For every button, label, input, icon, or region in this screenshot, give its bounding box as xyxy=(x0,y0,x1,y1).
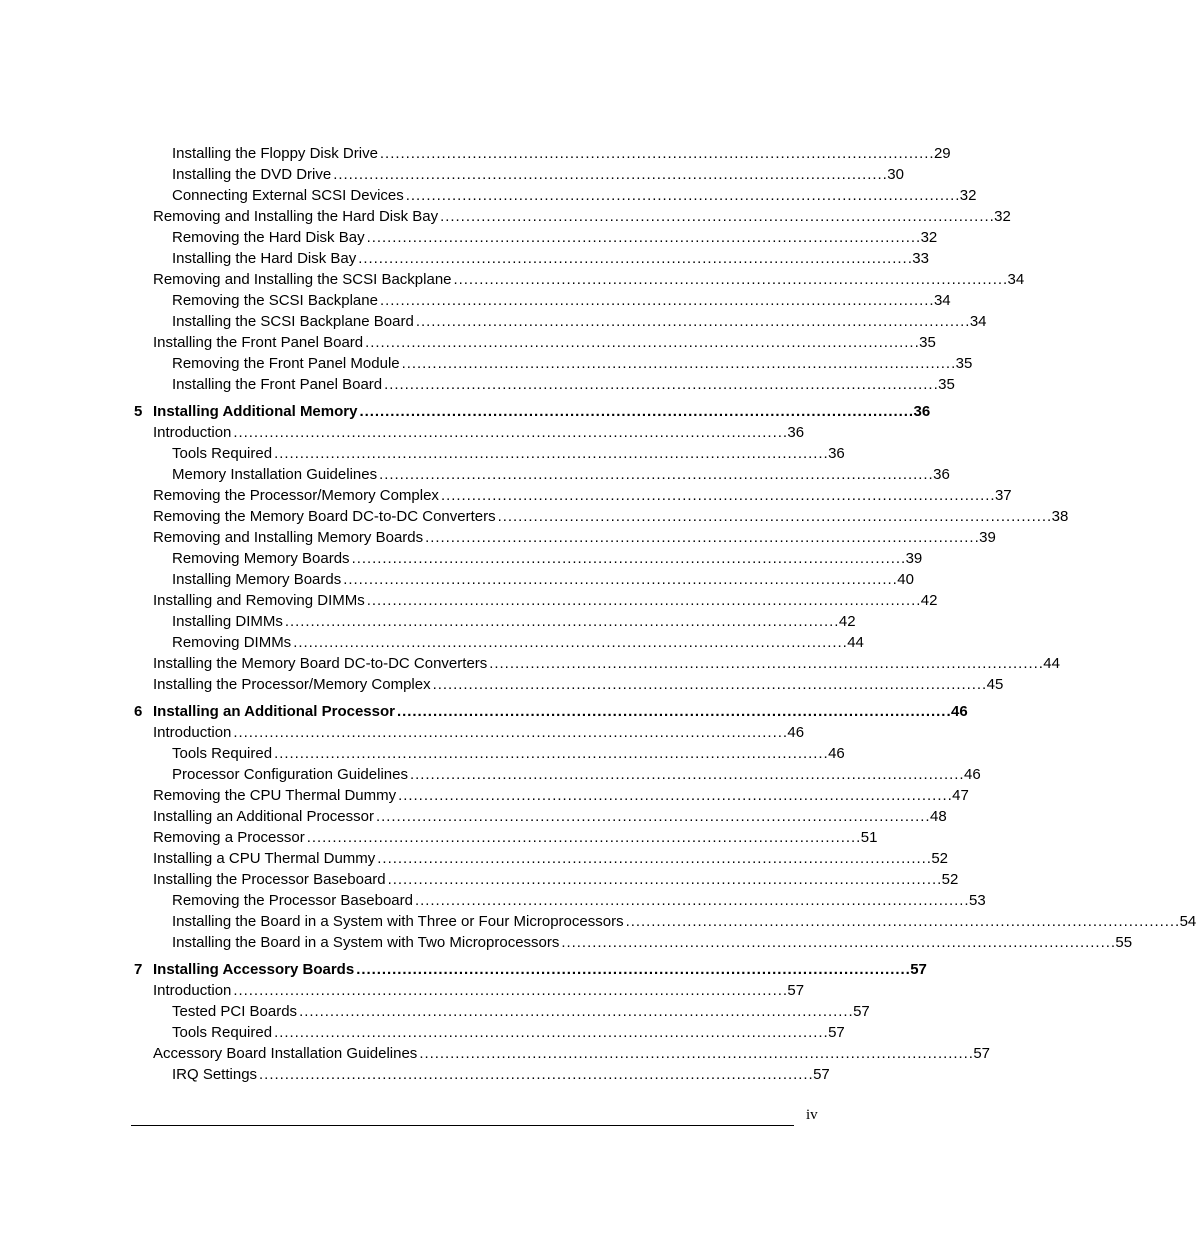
dot-leader xyxy=(365,333,917,353)
toc-entry[interactable] xyxy=(172,1023,845,1043)
toc-entry[interactable] xyxy=(172,312,987,332)
toc-entry-title: Installing the Floppy Disk Drive xyxy=(172,145,378,162)
toc-entry[interactable] xyxy=(172,633,864,653)
toc-entry[interactable] xyxy=(172,465,950,485)
toc-entry-page: 55 xyxy=(1115,934,1133,951)
toc-entry-page: 35 xyxy=(938,376,955,393)
dot-leader xyxy=(352,549,904,569)
toc-entry-title: Installing the Front Panel Board xyxy=(172,376,383,393)
dot-leader xyxy=(489,654,1041,674)
toc-entry-page: 40 xyxy=(897,571,914,588)
dot-leader xyxy=(299,1002,851,1022)
dot-leader xyxy=(626,912,1178,932)
toc-entry-page: 36 xyxy=(913,403,931,420)
chapter-number: 5 xyxy=(134,403,143,420)
toc-entry-title: Accessory Board Installation Guidelines xyxy=(153,1045,418,1062)
toc-entry[interactable] xyxy=(172,612,856,632)
toc-entry[interactable] xyxy=(153,723,805,743)
toc-entry-page: 57 xyxy=(910,961,927,978)
dot-leader xyxy=(410,765,962,785)
toc-entry-page: 34 xyxy=(933,292,951,309)
toc-entry-title: Installing DIMMs xyxy=(172,613,283,630)
toc-entry[interactable] xyxy=(153,423,805,443)
toc-entry-title: Installing the Board in a System with Three or Four Microprocessors xyxy=(172,913,624,930)
dot-leader xyxy=(356,960,908,980)
toc-entry-page: 39 xyxy=(905,550,923,567)
dot-leader xyxy=(402,354,954,374)
toc-entry-title: Removing the Processor/Memory Complex xyxy=(153,487,439,504)
toc-chapter-entry[interactable] xyxy=(134,702,968,722)
toc-entry-title: Removing the CPU Thermal Dummy xyxy=(153,787,397,804)
toc-entry-page: 46 xyxy=(787,724,805,741)
toc-chapter-entry[interactable] xyxy=(134,402,931,422)
toc-entry[interactable] xyxy=(172,165,904,185)
dot-leader xyxy=(274,744,826,764)
dot-leader xyxy=(377,849,929,869)
toc-entry-title: Installing an Additional Processor xyxy=(153,808,374,825)
toc-entry-page: 57 xyxy=(973,1045,991,1062)
dot-leader xyxy=(397,702,949,722)
dot-leader xyxy=(406,186,958,206)
toc-entry[interactable] xyxy=(153,849,948,869)
toc-entry-page: 47 xyxy=(952,787,969,804)
toc-entry[interactable] xyxy=(172,549,923,569)
toc-entry-title: Installing Memory Boards xyxy=(172,571,342,588)
toc-entry[interactable] xyxy=(153,333,936,353)
toc-entry-title: Installing the Board in a System with Two Microprocessors xyxy=(172,934,560,951)
toc-entry-title: Processor Configuration Guidelines xyxy=(172,766,408,783)
toc-entry-page: 32 xyxy=(920,229,938,246)
toc-entry-title: Installing the Processor Baseboard xyxy=(153,871,386,888)
toc-entry-page: 32 xyxy=(994,208,1011,225)
toc-entry-title: Installing the SCSI Backplane Board xyxy=(172,313,414,330)
dot-leader xyxy=(233,423,785,443)
toc-entry-page: 44 xyxy=(1043,655,1060,672)
dot-leader xyxy=(343,570,895,590)
toc-entry[interactable] xyxy=(153,654,1060,674)
toc-entry-page: 54 xyxy=(1179,913,1196,930)
toc-entry[interactable] xyxy=(172,354,973,374)
page-number: iv xyxy=(806,1107,818,1123)
toc-entry-page: 57 xyxy=(853,1003,870,1020)
toc-entry-page: 36 xyxy=(933,466,950,483)
dot-leader xyxy=(293,633,845,653)
dot-leader xyxy=(380,291,932,311)
toc-entry[interactable] xyxy=(172,912,1196,932)
toc-entry-title: Tools Required xyxy=(172,445,273,462)
toc-entry-page: 36 xyxy=(828,445,845,462)
toc-entry-page: 35 xyxy=(919,334,936,351)
toc-entry[interactable] xyxy=(172,228,938,248)
toc-chapter-entry[interactable] xyxy=(134,960,927,980)
toc-entry-title: Installing Additional Memory xyxy=(153,403,358,420)
toc-entry-title: Installing an Additional Processor xyxy=(153,703,395,720)
toc-entry[interactable] xyxy=(172,744,845,764)
toc-entry-page: 36 xyxy=(787,424,805,441)
toc-entry-title: Installing the DVD Drive xyxy=(172,166,332,183)
dot-leader xyxy=(376,807,928,827)
dot-leader xyxy=(233,723,785,743)
toc-entry-page: 37 xyxy=(994,487,1012,504)
toc-entry-page: 52 xyxy=(931,850,948,867)
dot-leader xyxy=(415,891,967,911)
dot-leader xyxy=(388,870,940,890)
chapter-number: 6 xyxy=(134,703,143,720)
toc-entry-title: Tools Required xyxy=(172,1024,273,1041)
toc-entry-title: Removing the Front Panel Module xyxy=(172,355,400,372)
dot-leader xyxy=(433,675,985,695)
toc-entry-title: Removing and Installing the Hard Disk Bay xyxy=(153,208,439,225)
toc-entry-page: 34 xyxy=(1007,271,1025,288)
toc-entry[interactable] xyxy=(172,291,951,311)
toc-entry-page: 29 xyxy=(933,145,951,162)
toc-entry-title: Tools Required xyxy=(172,745,273,762)
toc-entry-title: Removing Memory Boards xyxy=(172,550,350,567)
toc-entry-title: Tested PCI Boards xyxy=(172,1003,298,1020)
toc-entry-title: Installing and Removing DIMMs xyxy=(153,592,365,609)
dot-leader xyxy=(358,249,910,269)
toc-entry[interactable] xyxy=(172,375,955,395)
dot-leader xyxy=(419,1044,971,1064)
toc-entry-title: Installing the Memory Board DC-to-DC Converters xyxy=(153,655,488,672)
toc-entry[interactable] xyxy=(172,891,986,911)
toc-entry-title: Introduction xyxy=(153,724,232,741)
toc-entry[interactable] xyxy=(172,249,929,269)
toc-entry-page: 57 xyxy=(813,1066,830,1083)
toc-entry[interactable] xyxy=(153,807,947,827)
dot-leader xyxy=(441,486,993,506)
footer-rule xyxy=(131,1125,794,1126)
toc-entry-page: 57 xyxy=(828,1024,845,1041)
toc-entry[interactable] xyxy=(153,1044,991,1064)
toc-entry-title: Removing the Memory Board DC-to-DC Converters xyxy=(153,508,496,525)
toc-entry-page: 30 xyxy=(887,166,904,183)
dot-leader xyxy=(416,312,968,332)
toc-entry-page: 38 xyxy=(1051,508,1069,525)
toc-entry[interactable] xyxy=(153,828,878,848)
toc-entry[interactable] xyxy=(172,1002,870,1022)
toc-entry-page: 46 xyxy=(963,766,981,783)
toc-entry-title: Connecting External SCSI Devices xyxy=(172,187,404,204)
toc-entry-page: 42 xyxy=(838,613,856,630)
toc-entry-title: Installing a CPU Thermal Dummy xyxy=(153,850,376,867)
toc-entry-title: Removing and Installing Memory Boards xyxy=(153,529,424,546)
dot-leader xyxy=(233,981,785,1001)
toc-entry-page: 51 xyxy=(860,829,878,846)
toc-entry-title: Introduction xyxy=(153,424,232,441)
dot-leader xyxy=(440,207,992,227)
toc-entry-page: 39 xyxy=(979,529,996,546)
dot-leader xyxy=(398,786,950,806)
toc-entry-title: Removing DIMMs xyxy=(172,634,292,651)
toc-entry[interactable] xyxy=(172,444,845,464)
toc-entry-page: 34 xyxy=(969,313,987,330)
toc-entry[interactable] xyxy=(153,870,959,890)
dot-leader xyxy=(359,402,911,422)
toc-entry-page: 52 xyxy=(941,871,959,888)
toc-entry[interactable] xyxy=(153,591,938,611)
dot-leader xyxy=(561,933,1113,953)
toc-entry-title: Installing the Front Panel Board xyxy=(153,334,364,351)
toc-entry-title: Removing the SCSI Backplane xyxy=(172,292,378,309)
toc-entry-title: Removing and Installing the SCSI Backplane xyxy=(153,271,452,288)
dot-leader xyxy=(274,1023,826,1043)
toc-entry-page: 46 xyxy=(951,703,968,720)
toc-entry-page: 35 xyxy=(955,355,973,372)
chapter-number: 7 xyxy=(134,961,143,978)
toc-entry[interactable] xyxy=(153,270,1025,290)
dot-leader xyxy=(380,144,932,164)
toc-entry-title: Installing Accessory Boards xyxy=(153,961,355,978)
dot-leader xyxy=(285,612,837,632)
toc-entry[interactable] xyxy=(153,207,1011,227)
toc-entry-title: IRQ Settings xyxy=(172,1066,258,1083)
toc-entry-title: Installing the Processor/Memory Complex xyxy=(153,676,431,693)
toc-entry-page: 32 xyxy=(959,187,977,204)
dot-leader xyxy=(384,375,936,395)
toc-entry[interactable] xyxy=(172,186,977,206)
toc-entry-title: Introduction xyxy=(153,982,232,999)
toc-entry[interactable] xyxy=(153,528,996,548)
dot-leader xyxy=(454,270,1006,290)
toc-entry[interactable] xyxy=(172,765,981,785)
toc-entry[interactable] xyxy=(172,933,1133,953)
dot-leader xyxy=(333,165,885,185)
toc-entry-title: Memory Installation Guidelines xyxy=(172,466,378,483)
toc-entry-title: Installing the Hard Disk Bay xyxy=(172,250,357,267)
toc-entry-page: 57 xyxy=(787,982,805,999)
toc-entry[interactable] xyxy=(153,507,1069,527)
dot-leader xyxy=(379,465,931,485)
toc-entry[interactable] xyxy=(153,486,1012,506)
toc-entry-title: Removing a Processor xyxy=(153,829,305,846)
toc-entry-title: Removing the Hard Disk Bay xyxy=(172,229,365,246)
toc-entry[interactable] xyxy=(153,786,969,806)
dot-leader xyxy=(259,1065,811,1085)
toc-entry-page: 44 xyxy=(847,634,864,651)
toc-entry-page: 33 xyxy=(912,250,929,267)
toc-entry[interactable] xyxy=(172,570,914,590)
toc-entry[interactable] xyxy=(172,144,951,164)
dot-leader xyxy=(367,591,919,611)
toc-entry-page: 45 xyxy=(986,676,1004,693)
toc-entry-title: Removing the Processor Baseboard xyxy=(172,892,413,909)
toc-entry[interactable] xyxy=(153,981,805,1001)
toc-entry[interactable] xyxy=(172,1065,830,1085)
dot-leader xyxy=(274,444,826,464)
toc-entry[interactable] xyxy=(153,675,1004,695)
toc-entry-page: 48 xyxy=(929,808,947,825)
toc-entry-page: 42 xyxy=(920,592,938,609)
toc-entry-page: 53 xyxy=(968,892,986,909)
toc-entry-page: 46 xyxy=(828,745,845,762)
dot-leader xyxy=(498,507,1050,527)
dot-leader xyxy=(307,828,859,848)
dot-leader xyxy=(425,528,977,548)
dot-leader xyxy=(367,228,919,248)
